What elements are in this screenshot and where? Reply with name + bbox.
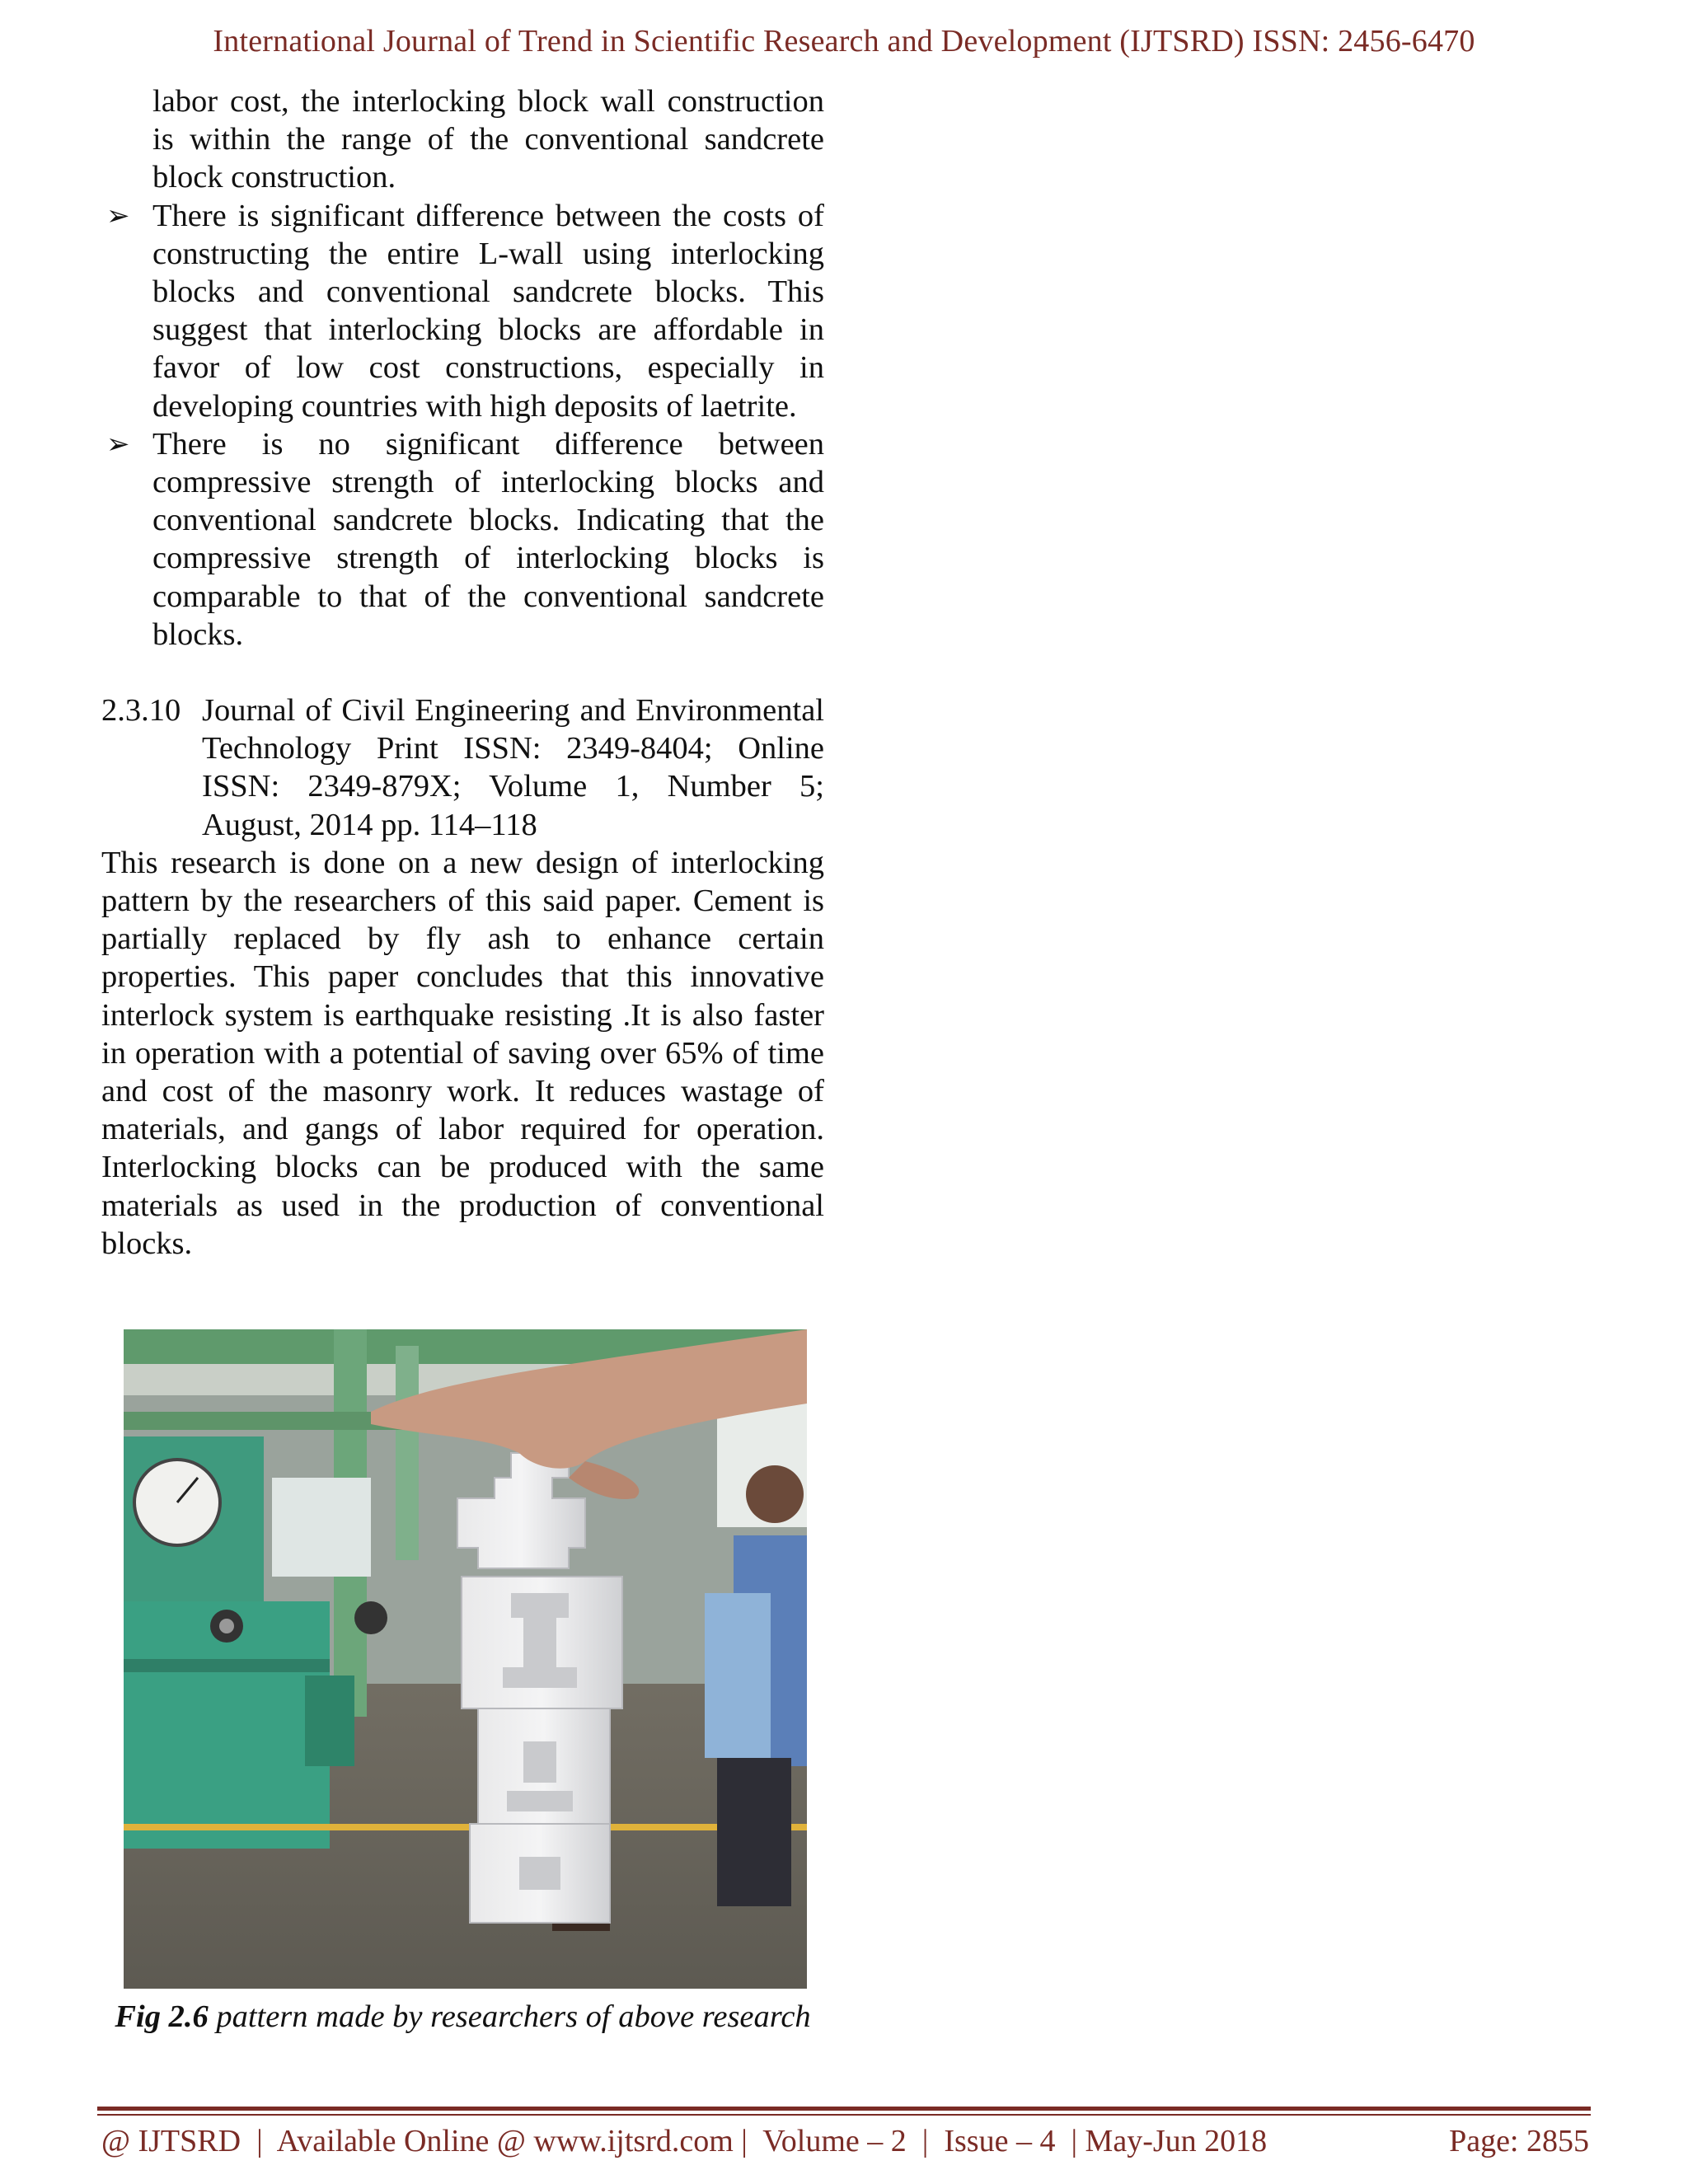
list-item [101,425,824,654]
arrow-bullet-icon: ➢ [106,427,130,461]
figure-caption-text: pattern made by researchers of above research [208,1999,811,2034]
journal-header: International Journal of Trend in Scientific Research and Development (IJTSRD) ISSN: 2456-6470 [213,24,1475,59]
reference-entry [101,691,824,844]
continued-paragraph: labor cost, the interlocking block wall construction is within the range of the conventional sandcrete block construction. [152,84,824,195]
bullet-text: There is significant difference between the costs of constructing the entire L-wall using interlocking blocks and conventional sandcrete blocks. This suggest that interlocking blocks are affordable in favor of low cost constructions, especially in developing countries with high deposits of laetrite. [152,198,824,424]
footer-rule-thin [97,2114,1591,2116]
arrow-bullet-icon: ➢ [106,199,130,232]
text-column [101,82,824,1263]
page-footer [101,2123,1589,2159]
page-number: Page: 2855 [1449,2124,1589,2158]
footer-info: @ IJTSRD | Available Online @ www.ijtsrd.com | Volume – 2 | Issue – 4 | May-Jun 2018 [101,2124,1268,2158]
list-item [101,197,824,425]
interlocking-blocks-photo [124,1329,807,1989]
figure-photo [124,1329,807,1989]
footer-rule [97,2107,1591,2111]
reference-text: Journal of Civil Engineering and Environmental Technology Print ISSN: 2349-8404; Online ISSN: 2349-879X; Volume 1, Number 5; August, 2014 pp. 114–118 [202,693,824,842]
reference-number: 2.3.10 [101,693,181,729]
figure-caption [101,1998,824,2036]
body-paragraph: This research is done on a new design of interlocking pattern by the researchers of this said paper. Cement is partially replaced by fly ash to enhance certain properties. This paper concludes that this innovative interlock system is earthquake resisting .It is also faster in operation with a potential of saving over 65% of time and cost of the masonry work. It reduces wastage of materials, and gangs of labor required for operation. Interlocking blocks can be produced with the same materials as used in the production of conventional blocks. [101,845,824,1261]
figure-label: Fig 2.6 [115,1999,209,2034]
bullet-text: There is no significant difference between compressive strength of interlocking blocks and conventional sandcrete blocks. Indicating that the compressive strength of interlocking blocks is comparable to that of the conventional sandcrete blocks. [152,426,824,652]
